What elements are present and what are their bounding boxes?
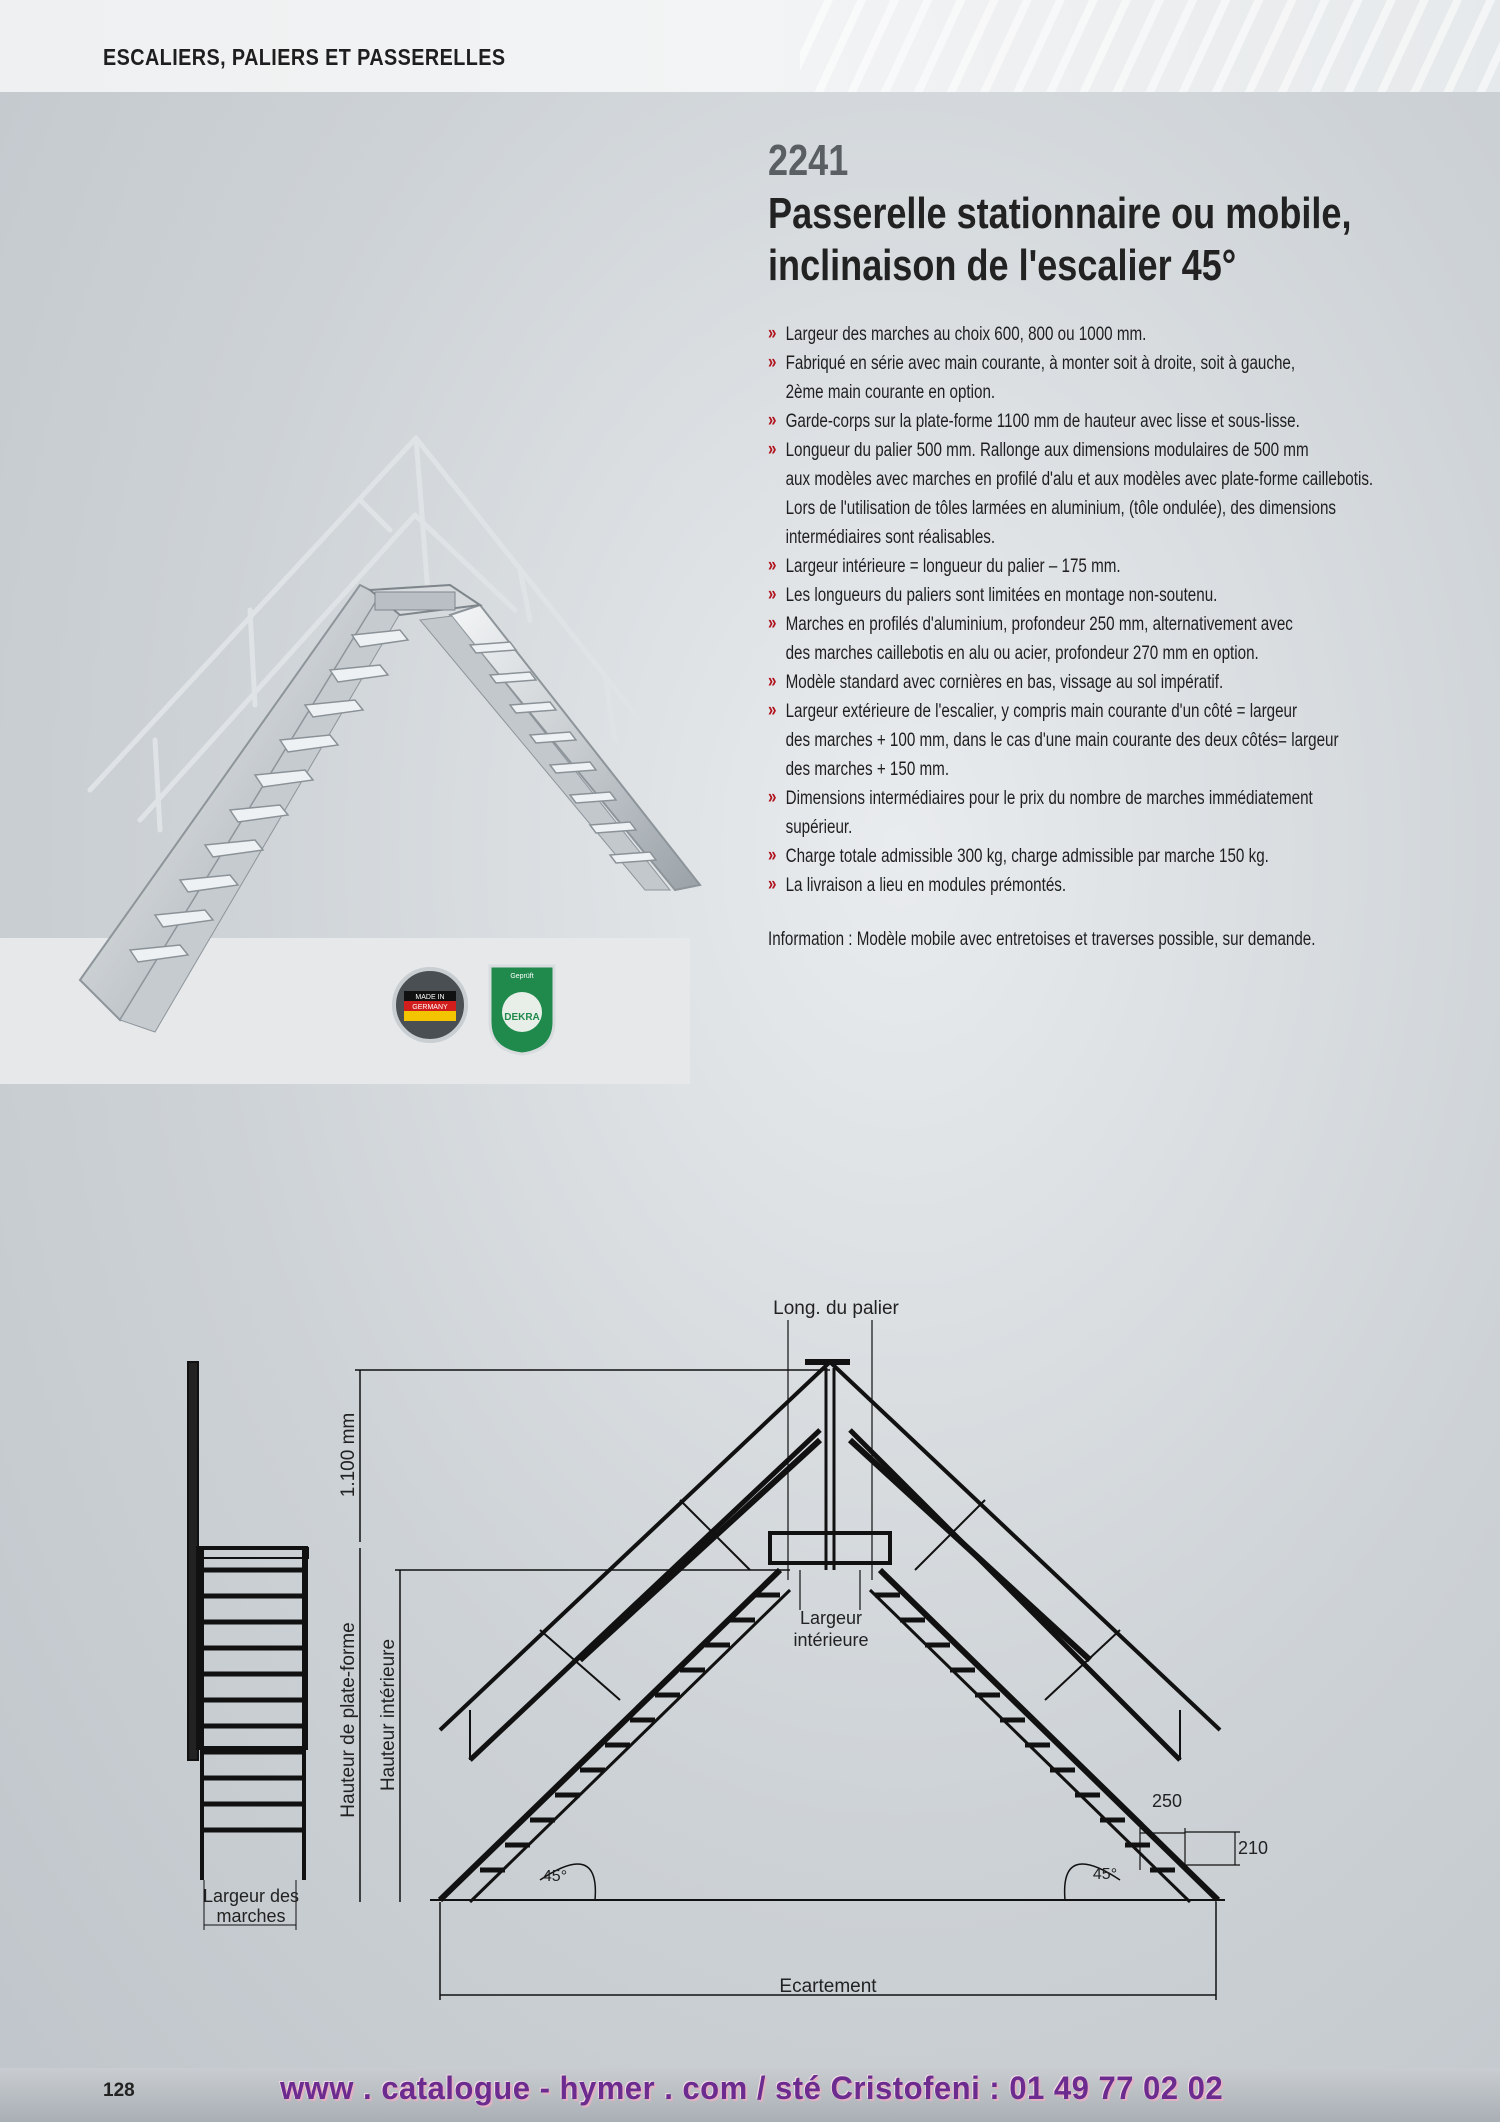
feature-item: [768, 349, 1400, 407]
product-photo: [60, 420, 720, 1040]
product-title-line2: inclinaison de l'escalier 45°: [768, 241, 1237, 290]
feature-line: des marches + 100 mm, dans le cas d'une main courante des deux côtés= largeur: [785, 730, 1339, 751]
feature-line: » La livraison a lieu en modules prémontés.: [785, 875, 1067, 896]
product-title: [768, 188, 1391, 292]
label-largeur-marches-2: marches: [216, 1906, 286, 1926]
feature-line: des marches + 150 mm.: [785, 759, 950, 780]
feature-item: [768, 668, 1400, 697]
label-hauteur-plateforme: Hauteur de plate-forme: [338, 1622, 359, 1818]
label-ecartement: Ecartement: [779, 1976, 877, 1997]
label-long-palier: Long. du palier: [773, 1298, 899, 1319]
feature-item: [768, 407, 1400, 436]
dekra-text: DEKRA: [504, 1012, 540, 1023]
feature-line: » Garde-corps sur la plate-forme 1100 mm de hauteur avec lisse et sous-lisse.: [785, 411, 1300, 432]
catalogue-link[interactable]: www . catalogue - hymer . com / sté Cristofeni : 01 49 77 02 02: [280, 2070, 1224, 2106]
label-largeur-marches-1: Largeur des: [202, 1886, 300, 1906]
dekra-badge: [486, 962, 558, 1056]
product-number: 2241: [768, 136, 849, 185]
label-largeur-interieure-1: Largeur: [799, 1608, 863, 1628]
feature-item: [768, 784, 1400, 842]
feature-line: » Marches en profilés d'aluminium, profondeur 250 mm, alternativement avec: [785, 614, 1293, 635]
dekra-top-text: Geprüft: [510, 973, 534, 980]
feature-item: [768, 320, 1400, 349]
product-title-line1: Passerelle stationnaire ou mobile,: [768, 189, 1352, 238]
feature-line: » Largeur intérieure = longueur du palier – 175 mm.: [785, 556, 1121, 577]
feature-line: » Largeur des marches au choix 600, 800 ou 1000 mm.: [785, 324, 1147, 345]
label-largeur-interieure-2: intérieure: [793, 1630, 869, 1650]
page-number: 128: [103, 2080, 135, 2101]
information-note: Information : Modèle mobile avec entretoises et traverses possible, sur demande.: [768, 929, 1316, 950]
feature-item: [768, 871, 1400, 900]
label-dim-250: 250: [1151, 1791, 1183, 1811]
header-stripes: [800, 0, 1500, 92]
label-angle-left: 45°: [542, 1868, 568, 1885]
section-title: ESCALIERS, PALIERS ET PASSERELLES: [103, 44, 506, 70]
feature-line: des marches caillebotis en alu ou acier, profondeur 270 mm en option.: [785, 643, 1259, 664]
made-in-text: MADE IN: [415, 994, 445, 1001]
label-hauteur-interieure: Hauteur intérieure: [378, 1638, 399, 1792]
feature-item: [768, 842, 1400, 871]
feature-item: [768, 697, 1400, 784]
feature-line: aux modèles avec marches en profilé d'alu et aux modèles avec plate-forme caillebotis.: [785, 469, 1374, 490]
feature-line: » Largeur extérieure de l'escalier, y compris main courante d'un côté = largeur: [785, 701, 1298, 722]
feature-item: [768, 552, 1400, 581]
feature-line: » Fabriqué en série avec main courante, à monter soit à droite, soit à gauche,: [785, 353, 1296, 374]
label-dim-210: 210: [1237, 1838, 1269, 1858]
feature-line: supérieur.: [785, 817, 853, 838]
feature-line: » Dimensions intermédiaires pour le prix du nombre de marches immédiatement: [785, 788, 1313, 809]
feature-line: » Charge totale admissible 300 kg, charge admissible par marche 150 kg.: [785, 846, 1269, 867]
feature-line: intermédiaires sont réalisables.: [785, 527, 996, 548]
feature-line: » Les longueurs du paliers sont limitées en montage non-soutenu.: [785, 585, 1218, 606]
feature-line: 2ème main courante en option.: [785, 382, 996, 403]
feature-line: » Longueur du palier 500 mm. Rallonge aux dimensions modulaires de 500 mm: [785, 440, 1309, 461]
germany-text: GERMANY: [412, 1004, 448, 1011]
feature-item: [768, 436, 1400, 552]
technical-drawing: [0, 1280, 1500, 2020]
feature-item: [768, 610, 1400, 668]
label-height-1100: 1.100 mm: [338, 1412, 359, 1498]
made-in-germany-badge: [390, 965, 470, 1045]
feature-item: [768, 581, 1400, 610]
feature-line: Lors de l'utilisation de tôles larmées en aluminium, (tôle ondulée), des dimensions: [785, 498, 1336, 519]
feature-line: » Modèle standard avec cornières en bas, vissage au sol impératif.: [785, 672, 1224, 693]
label-angle-right: 45°: [1092, 1866, 1118, 1883]
feature-list: [768, 320, 1400, 900]
